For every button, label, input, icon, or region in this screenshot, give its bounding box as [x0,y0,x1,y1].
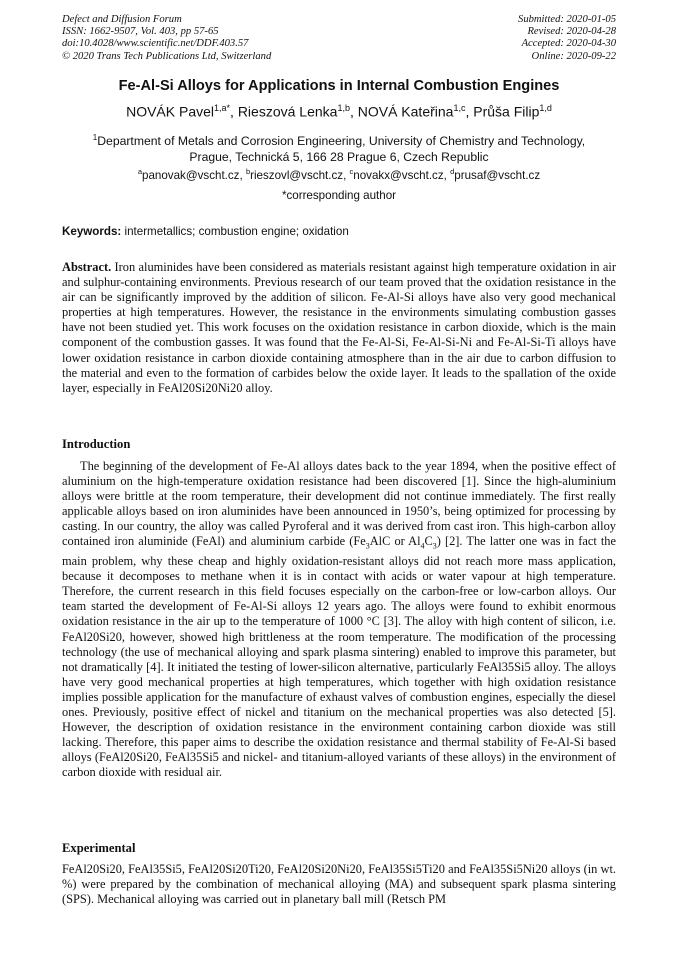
submission-date-line: Accepted: 2020-04-30 [521,38,616,50]
journal-info [62,14,271,63]
abstract-text: Iron aluminides have been considered as materials resistant against high temperature oxidation in air and sulphur-containing environments. Previous research of our team proved that the oxidation resistance in the air can be significantly improved by the addition of silicon. Fe-Al-Si alloys have also very good mechanical properties at high temperatures. However, the resistance in the environments simulating combustion gasses have not been studied yet. This work focuses on the oxidation resistance in carbon dioxide, which is the main component of the combustion gasses. It was found that the Fe-Al-Si, Fe-Al-Si-Ni and Fe-Al-Si-Ti alloys have lower oxidation resistance in carbon dioxide containing atmosphere than in the air due to carbon diffusion to the material and even to the formation of carbides below the oxide layer. It leads to the spallation of the oxide layer, especially in FeAl20Si20Ni20 alloy. [62,260,616,395]
formula-text: AlC or Al [369,534,421,549]
introduction-text: ) [2]. The latter one was in fact the main problem, why these cheap and highly oxidation-resistant alloys did not reach more mass application, because it decomposes to methane when it is in contact with acids or water vapour at high temperature. Therefore, the current research in this field focuses especially on the carbon-free or low-carbon alloys. Our team started the development of Fe-Al-Si alloys 12 years ago. The alloys were found to exhibit enormous oxidation resistance in the air up to the temperature of 1000 °C [3]. The alloy with high content of silicon, i.e. FeAl20Si20, however, showed high brittleness at the room temperature. The modification of the processing technology (the use of mechanical alloying and spark plasma sintering) enabled to improve this parameter, but not dramatically [4]. It initiated the testing of lower-silicon alternative, particularly FeAl35Si5 alloy. The alloys have very good mechanical properties at high temperatures, which together with high oxidation resistance implies possible application for the manufacture of exhaust valves of combustion engines, especially the diesel ones. Previously, positive effect of nickel and titanium on the mechanical properties was also detected [5]. However, the description of oxidation resistance in the environment containing carbon dioxide was still lacking. Therefore, this paper aims to describe the oxidation resistance and thermal stability of Fe-Al-Si based alloys (FeAl20Si20, FeAl35Si5 and nickel- and titanium-alloyed variants of these alloys) in the environment of carbon dioxide with residual air. [62,534,616,780]
section-heading-experimental: Experimental [62,841,136,855]
email-link[interactable]: prusaf@vscht.cz [454,168,541,182]
email-mark: c [349,167,354,176]
experimental-paragraph: FeAl20Si20, FeAl35Si5, FeAl20Si20Ti20, FeAl20Si20Ni20, FeAl35Si5Ti20 and FeAl35Si5Ni20 alloys (in wt. %) were prepared by the combination of mechanical alloying (MA) and subsequent spark plasma sintering (SPS). Mechanical alloying was carried out in planetary ball mill (Retsch PM [62,862,616,907]
email-mark: d [450,167,455,176]
keywords [62,225,616,238]
section-heading-introduction: Introduction [62,437,131,451]
abstract-label: Abstract. [62,260,112,274]
formula-subscript: 3 [365,541,370,551]
submission-date-line: Revised: 2020-04-28 [527,26,616,38]
formula-subscript: 3 [432,541,437,551]
author-affiliation-mark: 1,c [453,103,466,113]
corresponding-author-note: *corresponding author [281,189,397,202]
email-link[interactable]: novakx@vscht.cz [353,168,444,182]
email-mark: a [137,167,142,176]
affiliation [72,130,606,165]
affiliation-mark: 1 [92,133,98,142]
journal-info-line: © 2020 Trans Tech Publications Ltd, Switzerland [62,50,272,62]
paper-title: Fe-Al-Si Alloys for Applications in Internal Combustion Engines [118,78,560,94]
author-name: NOVÁK Pavel [126,103,215,120]
formula-text: C [424,534,433,549]
author-affiliation-mark: 1,d [539,103,552,113]
submission-date-line: Online: 2020-09-22 [531,50,616,62]
submission-date-line: Submitted: 2020-01-05 [518,14,616,25]
author-list: NOVÁK Pavel$^{1,a*}$, Rieszová Lenka$^{1,b}$, NOVÁ Kateřina$^{1,c}$, Průša Filip$^{1,d}$ [126,103,552,120]
introduction-text: The beginning of the development of Fe-Al alloys dates back to the year 1894, when the positive effect of aluminium on the high-temperature oxidation resistance had been discovered [1]. Since the high-aluminium alloys were brittle at the room temperature, their development did not continue immediately. The first really applicable alloys based on iron aluminides have been announced in 1950’s, being optimized for processing by casting. In our country, the alloy was called Pyroferal and it was derived from cast iron. This high-carbon alloy contained iron aluminide (FeAl) and aluminium carbide (Fe [62,459,616,549]
journal-info-line: Defect and Diffusion Forum [62,14,182,25]
formula-subscript: 4 [420,541,425,551]
email-link[interactable]: rieszovl@vscht.cz [250,168,344,182]
introduction-paragraph [62,459,616,780]
email-list: $^a$panovak@vscht.cz, $^b$rieszovl@vscht.cz, $^c$novakx@vscht.cz, $^d$prusaf@vscht.cz [137,167,541,182]
journal-info-line: ISSN: 1662-9507, Vol. 403, pp 57-65 [62,26,219,38]
journal-info-line: doi:10.4028/www.scientific.net/DDF.403.57 [62,38,249,50]
author-name: Rieszová Lenka [237,103,338,120]
email-mark: b [245,167,251,176]
affiliation-text: Department of Metals and Corrosion Engineering, University of Chemistry and Technology, Prague, Technická 5, 166 28 Prague 6, Czech Republic [97,134,586,165]
author-affiliation-mark: 1,a* [214,103,231,113]
author-name: Průša Filip [473,103,540,120]
email-link[interactable]: panovak@vscht.cz [142,168,240,182]
author-affiliation-mark: 1,b [337,103,350,113]
abstract [62,260,616,396]
keywords-label: Keywords: [62,225,122,238]
author-name: NOVÁ Kateřina [357,103,454,120]
keywords-text: intermetallics; combustion engine; oxidation [121,225,349,238]
submission-dates [518,14,616,63]
